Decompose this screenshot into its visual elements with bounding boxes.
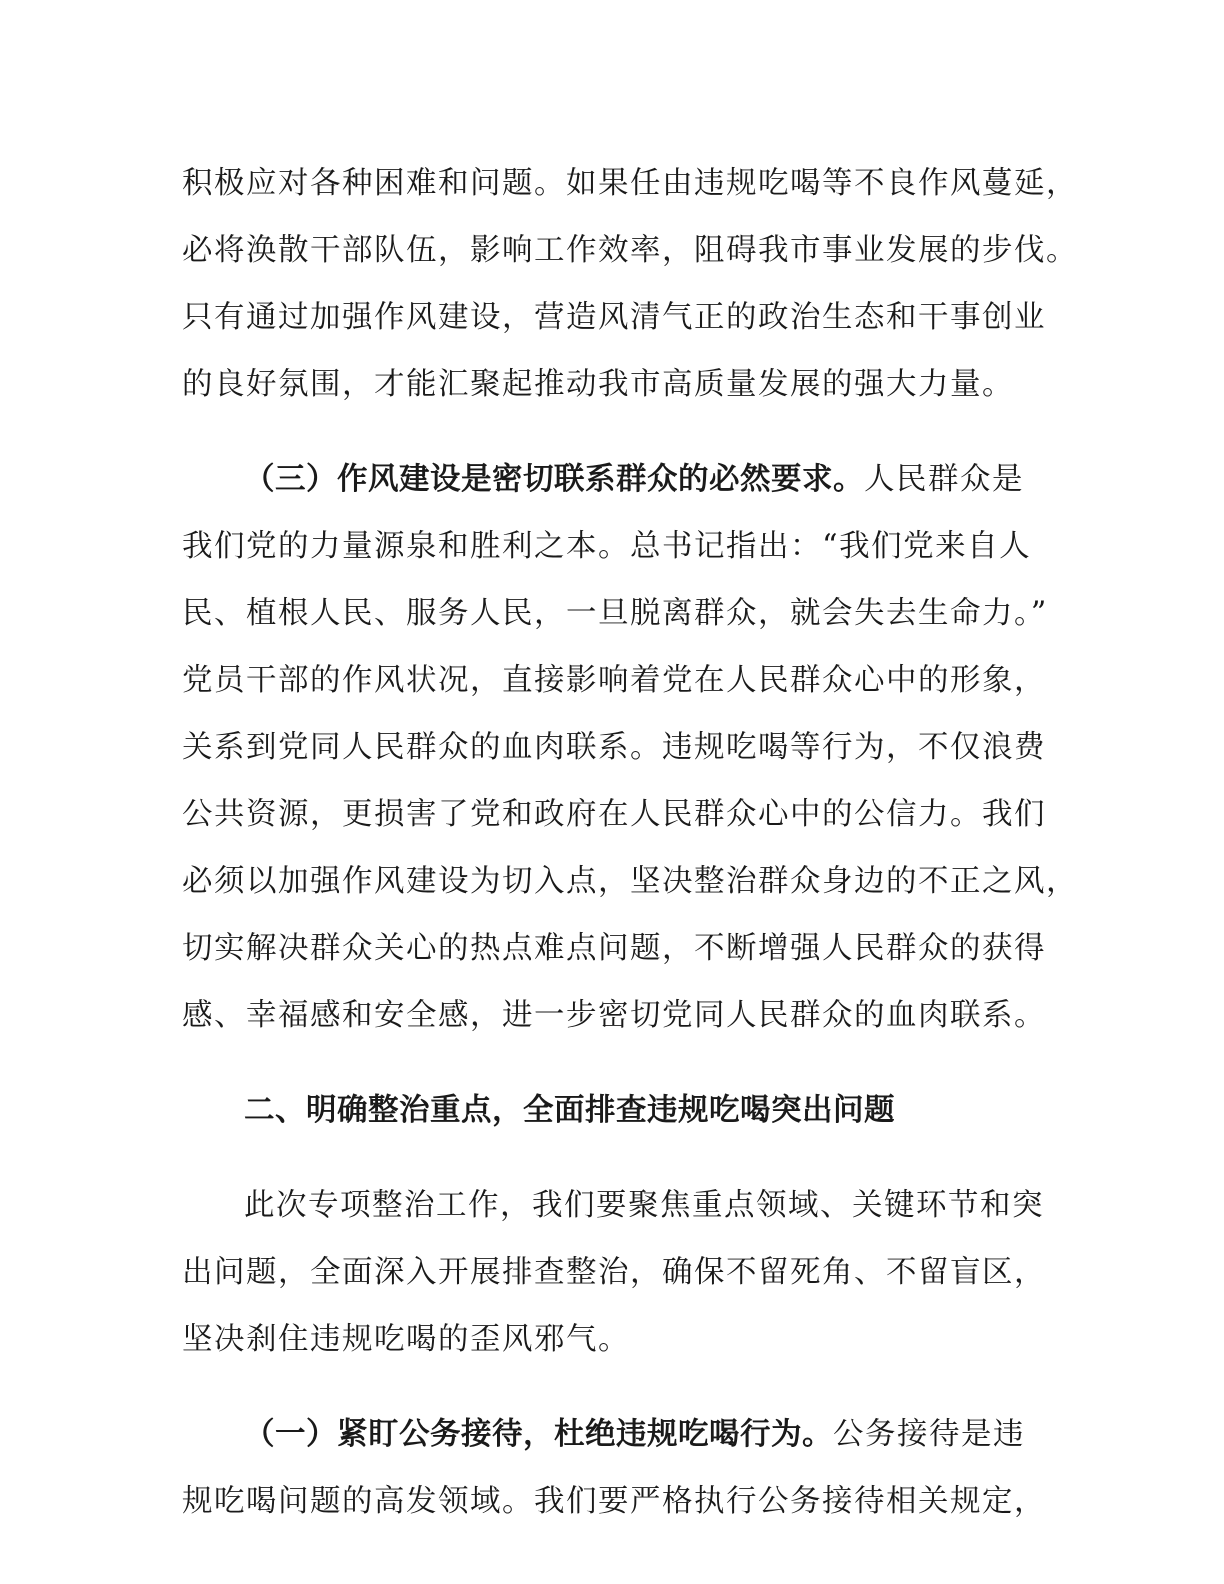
text-fragment: 公务接待是违 bbox=[833, 1417, 1025, 1452]
text-line: 我们党的力量源泉和胜利之本。总书记指出：“我们党来自人 bbox=[182, 529, 1032, 564]
text-line: 公共资源，更损害了党和政府在人民群众心中的公信力。我们 bbox=[182, 797, 1046, 832]
text-line: 必将涣散干部队伍，影响工作效率，阻碍我市事业发展的步伐。 bbox=[182, 233, 1078, 268]
paragraph-section-one bbox=[182, 1401, 1046, 1535]
paragraph-continuation bbox=[182, 150, 1078, 418]
text-line: 只有通过加强作风建设，营造风清气正的政治生态和干事创业 bbox=[182, 300, 1046, 335]
text-line: 规吃喝问题的高发领域。我们要严格执行公务接待相关规定， bbox=[182, 1484, 1046, 1519]
text-line bbox=[182, 1401, 1042, 1468]
section-heading-two bbox=[182, 1077, 1042, 1144]
text-line: 坚决刹住违规吃喝的歪风邪气。 bbox=[182, 1322, 630, 1357]
document-body bbox=[182, 150, 1078, 1535]
text-fragment: 人民群众是 bbox=[864, 462, 1024, 497]
text-line: 感、幸福感和安全感，进一步密切党同人民群众的血肉联系。 bbox=[182, 998, 1046, 1033]
text-line: 党员干部的作风状况，直接影响着党在人民群众心中的形象， bbox=[182, 663, 1046, 698]
section-heading: 二、明确整治重点，全面排查违规吃喝突出问题 bbox=[244, 1093, 895, 1128]
text-line: 积极应对各种困难和问题。如果任由违规吃喝等不良作风蔓延， bbox=[182, 166, 1078, 201]
text-line bbox=[182, 446, 1042, 513]
text-line: 必须以加强作风建设为切入点，坚决整治群众身边的不正之风， bbox=[182, 864, 1078, 899]
text-line: 出问题，全面深入开展排查整治，确保不留死角、不留盲区， bbox=[182, 1255, 1046, 1290]
subheading-one: （一）紧盯公务接待，杜绝违规吃喝行为。 bbox=[244, 1417, 833, 1452]
paragraph-spacer bbox=[182, 1144, 1042, 1172]
paragraph-spacer bbox=[182, 418, 1042, 446]
paragraph-section-three bbox=[182, 446, 1078, 1049]
text-line: 民、植根人民、服务人民，一旦脱离群众，就会失去生命力。” bbox=[182, 596, 1048, 631]
paragraph-spacer bbox=[182, 1049, 1042, 1077]
paragraph-intro bbox=[182, 1172, 1046, 1373]
text-line: 的良好氛围，才能汇聚起推动我市高质量发展的强大力量。 bbox=[182, 367, 1014, 402]
subheading-three: （三）作风建设是密切联系群众的必然要求。 bbox=[244, 462, 864, 497]
text-line: 关系到党同人民群众的血肉联系。违规吃喝等行为，不仅浪费 bbox=[182, 730, 1046, 765]
text-line: 此次专项整治工作，我们要聚焦重点领域、关键环节和突 bbox=[244, 1188, 1044, 1223]
text-line: 切实解决群众关心的热点难点问题，不断增强人民群众的获得 bbox=[182, 931, 1046, 966]
paragraph-spacer bbox=[182, 1373, 1042, 1401]
